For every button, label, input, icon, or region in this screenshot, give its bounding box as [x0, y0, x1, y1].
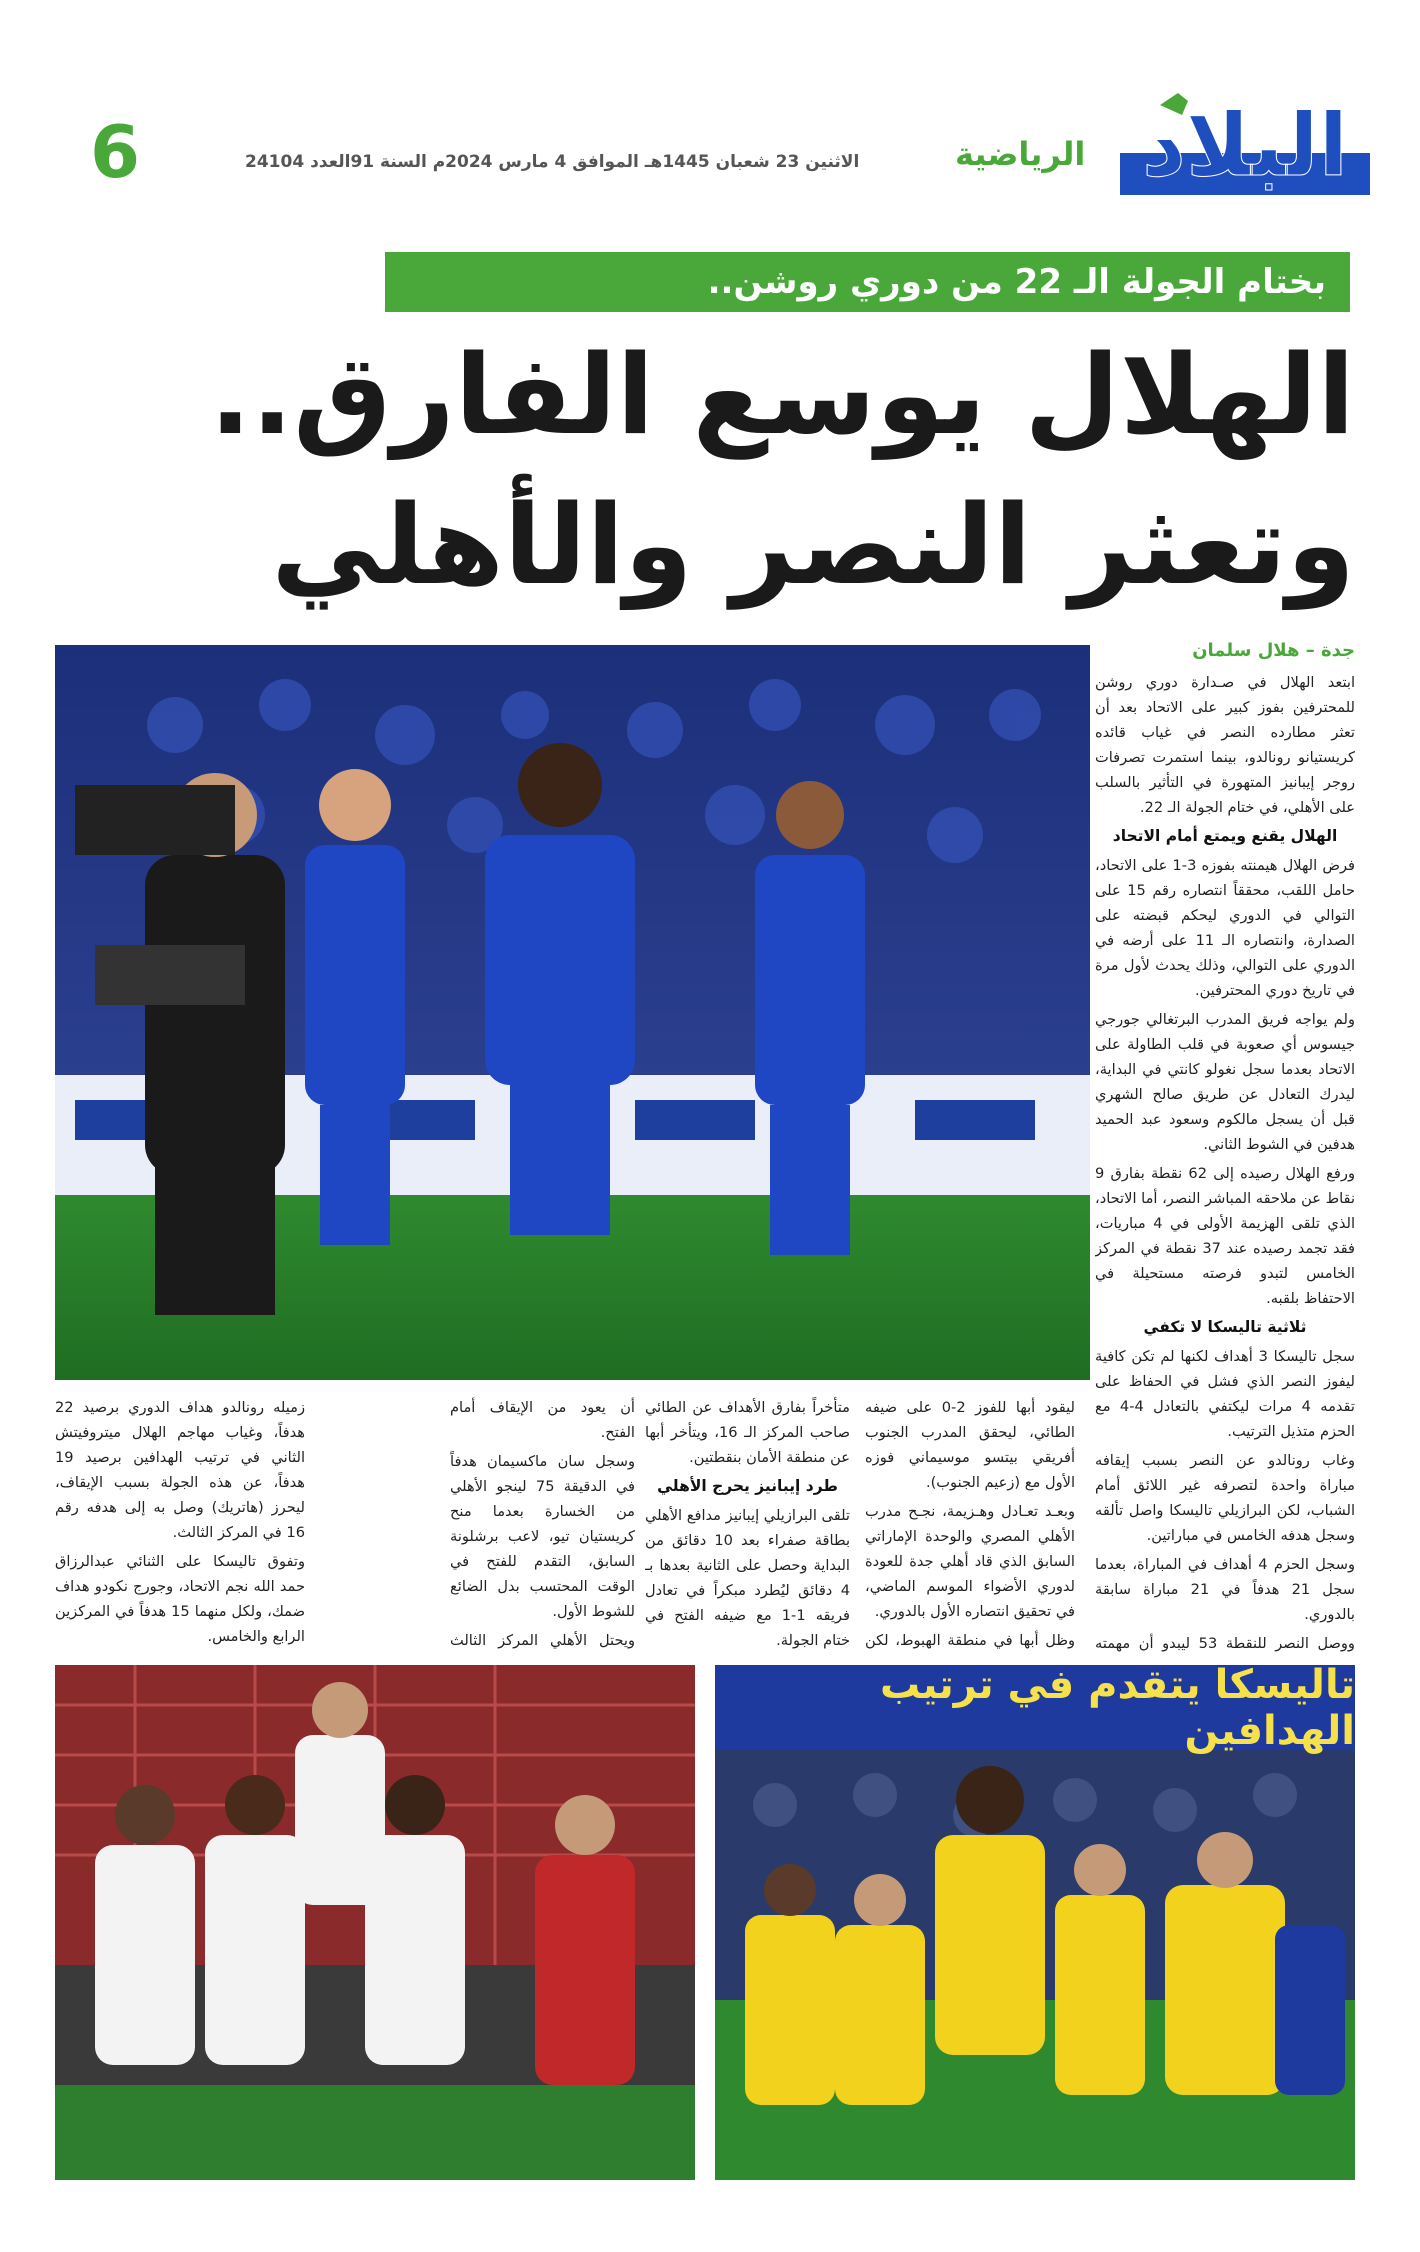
photo-ahli-players	[55, 1665, 695, 2180]
article-paragraph: متأخراً بفارق الأهداف عن الطائي صاحب المركز الـ 16، ويتأخر أبها عن منطقة الأمان بنقطتين.	[645, 1399, 850, 1466]
caption-banner-text: تاليسكا يتقدم في ترتيب الهدافين	[880, 1661, 1355, 1754]
article-paragraph: أن يعود من الإيقاف أمام الفتح.	[450, 1399, 635, 1441]
article-paragraph: ورفع الهلال رصيده إلى 62 نقطة بفارق 9 نقاط عن ملاحقه المباشر النصر، أما الاتحاد، الذي تلقى الهزيمة الأولى في 4 مباريات، فقد تجمد رصيده عند 37 نقطة في المركز الخامس لتبدو فرصته مستحيلة في الاحتفاظ بلقبه.	[1095, 1165, 1355, 1307]
article-paragraph: زميله رونالدو هداف الدوري برصيد 22 هدفاً، وغياب مهاجم الهلال ميتروفيتش الثاني في ترتيب الهدافين برصيد 19 هدفاً، عن هذه الجولة بسبب الإيقاف، ليحرز (هاتريك) وصل به إلى هدفه رقم 16 في المركز الثالث.	[55, 1399, 305, 1541]
logo-text: البلاد	[1141, 96, 1349, 195]
article-paragraph: وغاب رونالدو عن النصر بسبب إيقافه مباراة واحدة لتصرفه غير اللائق أمام الشباب، لكن البرازيلي تاليسكا واصل تألقه وسجل هدفه الخامس في مباراتين.	[1095, 1452, 1355, 1544]
article-paragraph: ولم يواجه فريق المدرب البرتغالي جورجي جيسوس أي صعوبة في قلب الطاولة على الاتحاد بعدما سجل نغولو كانتي في البداية، ليدرك التعادل عن طريق صالح الشهري قبل أن يسجل مالكوم وسعود عبد الحميد هدفين في الشوط الثاني.	[1095, 1011, 1355, 1153]
masthead	[0, 0, 1420, 240]
kicker-bar	[385, 252, 1350, 312]
article-column-2	[865, 1395, 1075, 1655]
article-paragraph: وتفوق تاليسكا على الثنائي عبدالرزاق حمد الله نجم الاتحاد، وجورج نكودو هداف ضمك، ولكل منهما 15 هدفاً في المركزين الرابع والخامس.	[55, 1553, 305, 1645]
article-paragraph: وسجل سان ماكسيمان هدفاً في الدقيقة 75 لينجو الأهلي من الخسارة بعدما منح كريستيان تيو، لاعب برشلونة السابق، التقدم للفتح في الوقت المحتسب بدل الضائع للشوط الأول.	[450, 1453, 635, 1620]
byline: جدة – هلال سلمان	[1192, 640, 1355, 661]
article-paragraph: وظل أبها في منطقة الهبوط، لكن	[865, 1632, 1075, 1649]
headline-line-2: وتعثر النصر والأهلي	[271, 481, 1355, 609]
article-column-5	[55, 1395, 305, 1655]
article-column-4	[450, 1395, 635, 1655]
article-subheading: طرد إيبانيز يحرج الأهلي	[657, 1477, 838, 1495]
article-paragraph: وسجل الحزم 4 أهداف في المباراة، بعدما سجل 21 هدفاً في 21 مباراة سابقة بالدوري.	[1095, 1556, 1355, 1623]
article-subheading: الهلال يقنع ويمتع أمام الاتحاد	[1112, 827, 1338, 845]
al-bilad-logo[interactable]	[1120, 85, 1370, 195]
kicker-text: بختام الجولة الـ 22 من دوري روشن..	[707, 262, 1326, 302]
article-paragraph: فرض الهلال هيمنته بفوزه 3-1 على الاتحاد، حامل اللقب، محققاً انتصاره رقم 15 على التوالي في الدوري ليحكم قبضته على الصدارة، وانتصاره الـ 11 على أرضه في الدوري على التوالي، وذلك يحدث لأول مرة في تاريخ دوري المحترفين.	[1095, 857, 1355, 999]
article-paragraph: ووصل النصر للنقطة 53 ليبدو أن مهمته	[1095, 1635, 1355, 1652]
article-paragraph: تلقى البرازيلي إيبانيز مدافع الأهلي بطاقة صفراء بعد 10 دقائق من البداية وحصل على الثانية بعدها بـ 4 دقائق ليُطرد مبكراً في تعادل فريقه 1-1 مع ضيفه الفتح في ختام الجولة.	[645, 1507, 850, 1649]
article-paragraph: ويحتل الأهلي المركز الثالث	[450, 1632, 635, 1649]
article-subheading: ثلاثية تاليسكا لا تكفي	[1143, 1318, 1307, 1336]
article-paragraph: ابتعد الهلال في صـدارة دوري روشن للمحترفين بفوز كبير على الاتحاد بعد أن تعثر مطارده النصر في غياب قائده كريستيانو رونالدو، بينما استمرت تصرفات روجر إيبانيز المتهورة في التأثير بالسلب على الأهلي، في ختام الجولة الـ 22.	[1095, 674, 1355, 816]
article-column-3	[645, 1395, 850, 1655]
article-paragraph: سجل تاليسكا 3 أهداف لكنها لم تكن كافية ليفوز النصر الذي فشل في الحفاظ على تقدمه 4 مرات ليكتفي بالتعادل 4-4 مع الحزم متذيل الترتيب.	[1095, 1348, 1355, 1440]
section-label: الرياضية	[955, 135, 1086, 173]
article-paragraph: وبعـد تعـادل وهـزيمة، نجـح مدرب الأهلي المصري والوحدة الإماراتي السابق الذي قاد أهلي جدة للعودة لدوري الأضواء الموسم الماضي، في تحقيق انتصاره الأول بالدوري.	[865, 1503, 1075, 1620]
article-column-1	[1095, 670, 1355, 1655]
main-photo-hilal-celebration	[55, 645, 1090, 1380]
headline-line-1: الهلال يوسع الفارق..	[209, 331, 1355, 459]
dateline: الاثنين 23 شعبان 1445هـ الموافق 4 مارس 2024م السنة 91العدد 24104	[245, 152, 860, 172]
article-paragraph: ليقود أبها للفوز 2-0 على ضيفه الطائي، ليحقق المدرب الجنوب أفريقي بيتسو موسيماني فوزه الأول مع (زعيم الجنوب).	[865, 1399, 1075, 1491]
headline	[100, 320, 1355, 620]
page-number: 6	[90, 110, 141, 194]
caption-banner	[715, 1661, 1355, 1754]
